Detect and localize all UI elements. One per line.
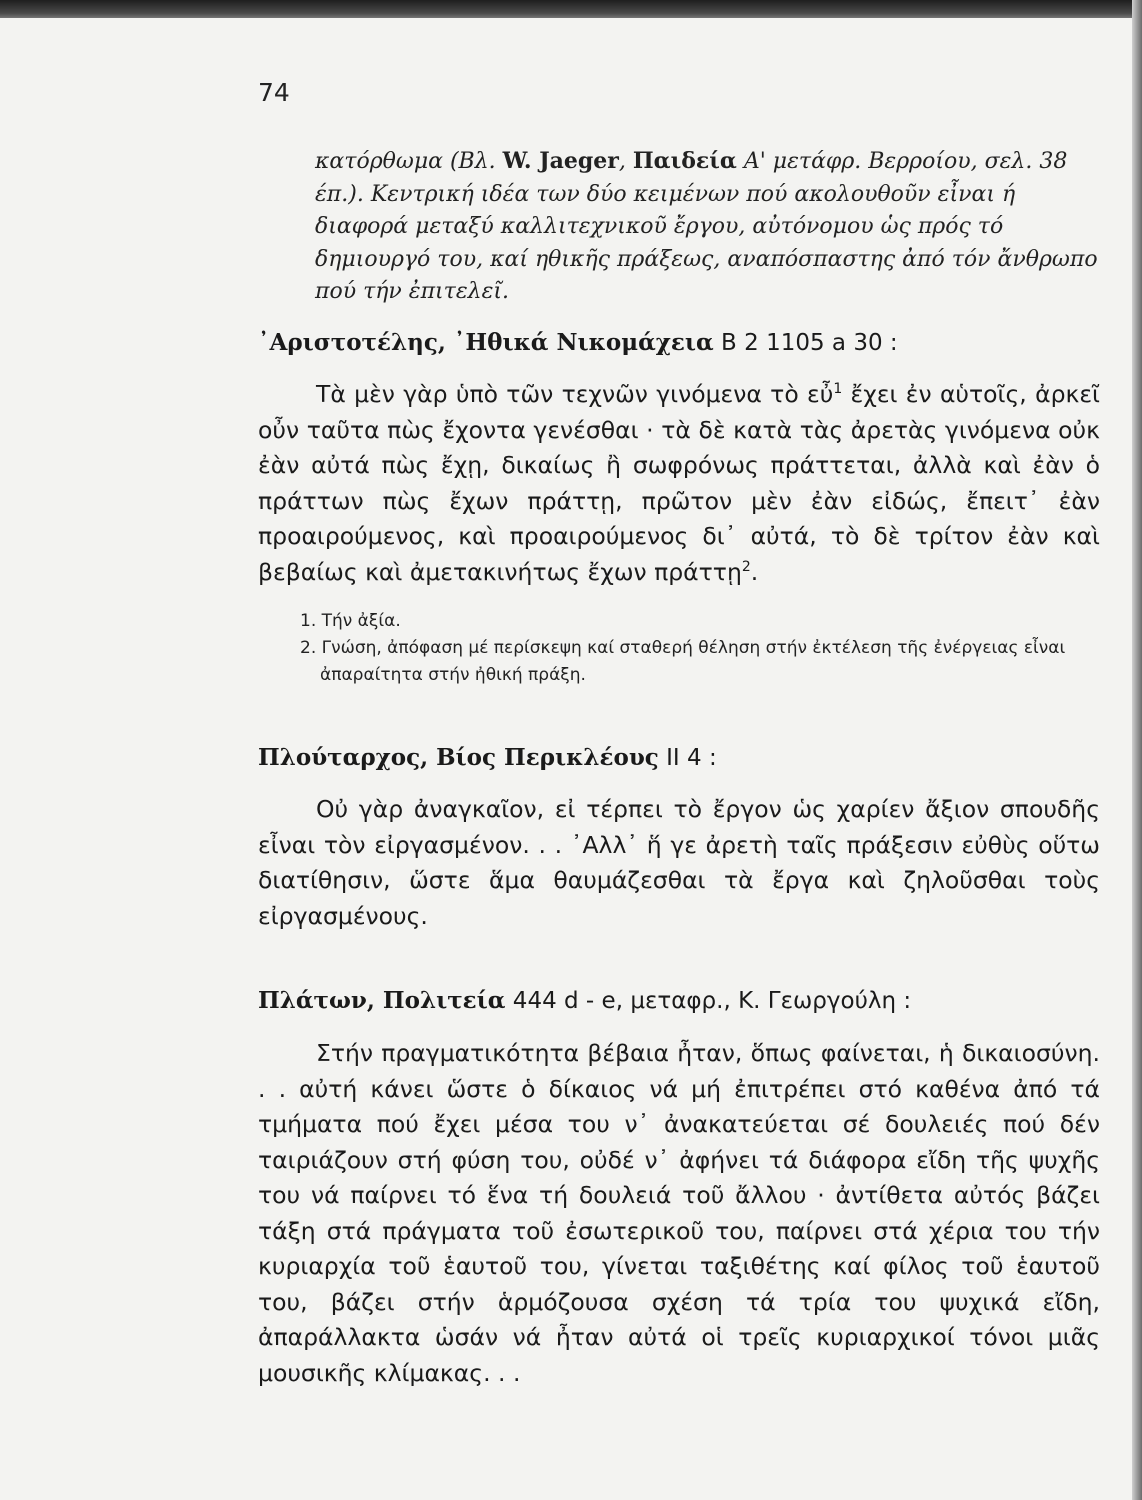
plato-quote-paragraph: Στήν πραγματικότητα βέβαια ἦταν, ὅπως φαίνεται, ἡ δικαιοσύνη. . . αὐτή κάνει ὥστε ὁ δίκαιος νά μή ἐπιτρέπει στό καθένα ἀπό τά τμήματα πού ἔχει μέσα του ν᾿ ἀνακατεύεται σέ δουλειές πού δέν ταιριάζουν στή φύση του, οὐδέ ν᾿ ἀφήνει τά διάφορα εἴδη τῆς ψυχῆς του νά παίρνει τό ἕνα τή δουλειά τοῦ ἄλλου · ἀντίθετα αὐτός βάζει τάξη στά πράγματα τοῦ ἐσωτερικοῦ του, παίρνει στά χέρια του τήν κυριαρχία τοῦ ἑαυτοῦ του, γίνεται ταξιθέτης καί φίλος τοῦ ἑαυτοῦ του, βάζει στήν ἁρμόζουσα σχέση τά τρία του ψυχικά εἴδη, ἀπαράλλακτα ὡσάν νά ἦταν αὐτά οἱ τρεῖς κυριαρχικοί τόνοι μιᾶς μουσικῆς κλίμακας. . . (258, 1039, 1100, 1387)
intro-note (315, 145, 1105, 309)
intro-note-text-2: , (618, 149, 633, 174)
plato-quote (258, 1036, 1100, 1391)
plutarch-heading-title: Πλούταρχος, Βίος Περικλέους (258, 744, 659, 771)
aristotle-quote-text-c: . (750, 557, 759, 586)
aristotle-footnotes (258, 608, 1100, 689)
intro-note-book-title: Παιδεία (632, 148, 737, 174)
aristotle-quote-paragraph (258, 377, 1100, 590)
aristotle-heading (258, 328, 1100, 358)
plato-heading-reference: 444 d - e, μεταφρ., Κ. Γεωργούλη : (505, 988, 912, 1014)
intro-note-author: W. Jaeger (502, 148, 619, 174)
scan-right-edge (1132, 0, 1142, 1500)
aristotle-heading-reference: Β 2 1105 a 30 : (713, 330, 898, 356)
book-page (0, 18, 1132, 1500)
intro-note-text-1: κατόρθωμα (Βλ. (315, 149, 503, 174)
plutarch-heading-reference: II 4 : (658, 745, 717, 771)
intro-note-text-3: Α' μετάφρ. Βερροίου, σελ. 38 έπ.). Κεντρική ιδέα των δύο κειμένων πού ακολουθοῦν εἶναι ή διαφορά μεταξύ καλλιτεχνικοῦ ἔργου, αὐτόνομου ὡς πρός τό δημιουργό του, καί ηθικῆς πράξεως, αναπόσπαστης ἀπό τόν ἄνθρωπο πού τήν ἐπιτελεῖ. (315, 149, 1098, 304)
aristotle-heading-title: ᾿Αριστοτέλης, ᾿Ηθικά Νικομάχεια (258, 329, 714, 356)
aristotle-quote-text-b: ἔχει ἐν αὑτοῖς, ἀρκεῖ οὖν ταῦτα πὼς ἔχοντα γενέσθαι · τὰ δὲ κατὰ τὰς ἀρετὰς γινόμενα οὐκ ἐὰν αὐτά πὼς ἔχῃ, δικαίως ἢ σωφρόνως πράττεται, ἀλλὰ καὶ ἐὰν ὁ πράττων πὼς ἔχων πράττῃ, πρῶτον μὲν ἐὰν εἰδώς, ἔπειτ᾿ ἐὰν προαιρούμενος, καὶ προαιρούμενος δι᾿ αὐτά, τὸ δὲ τρίτον ἐὰν καὶ βεβαίως καὶ ἀμετακινήτως ἔχων πράττῃ (258, 380, 1100, 586)
plato-heading-title: Πλάτων, Πολιτεία (258, 987, 506, 1014)
aristotle-quote (258, 377, 1100, 590)
aristotle-quote-text-a: Τὰ μὲν γὰρ ὑπὸ τῶν τεχνῶν γινόμενα τὸ εὖ (316, 380, 834, 408)
plutarch-heading (258, 743, 1100, 773)
plutarch-quote-paragraph: Οὐ γὰρ ἀναγκαῖον, εἰ τέρπει τὸ ἔργον ὡς χαρίεν ἄξιον σπουδῆς εἶναι τὸν εἰργασμένον. . . ᾿Αλλ᾿ ἥ γε ἀρετὴ ταῖς πράξεσιν εὐθὺς οὕτω διατίθησιν, ὥστε ἅμα θαυμάζεσθαι τὰ ἔργα καὶ ζηλοῦσθαι τοὺς εἰργασμένους. (258, 795, 1100, 930)
footnote-2: 2. Γνώση, ἀπόφαση μέ περίσκεψη καί σταθερή θέληση στήν ἐκτέλεση τῆς ἐνέργειας εἶναι ἀπαραίτητα στήν ἠθική πράξη. (300, 638, 1066, 685)
plato-heading (258, 986, 1100, 1016)
page-number: 74 (258, 78, 290, 107)
footnote-1: 1. Τήν ἀξία. (300, 611, 401, 631)
plutarch-quote (258, 792, 1100, 934)
footnote-marker-2: 2 (741, 558, 751, 575)
footnote-marker-1: 1 (833, 381, 843, 398)
